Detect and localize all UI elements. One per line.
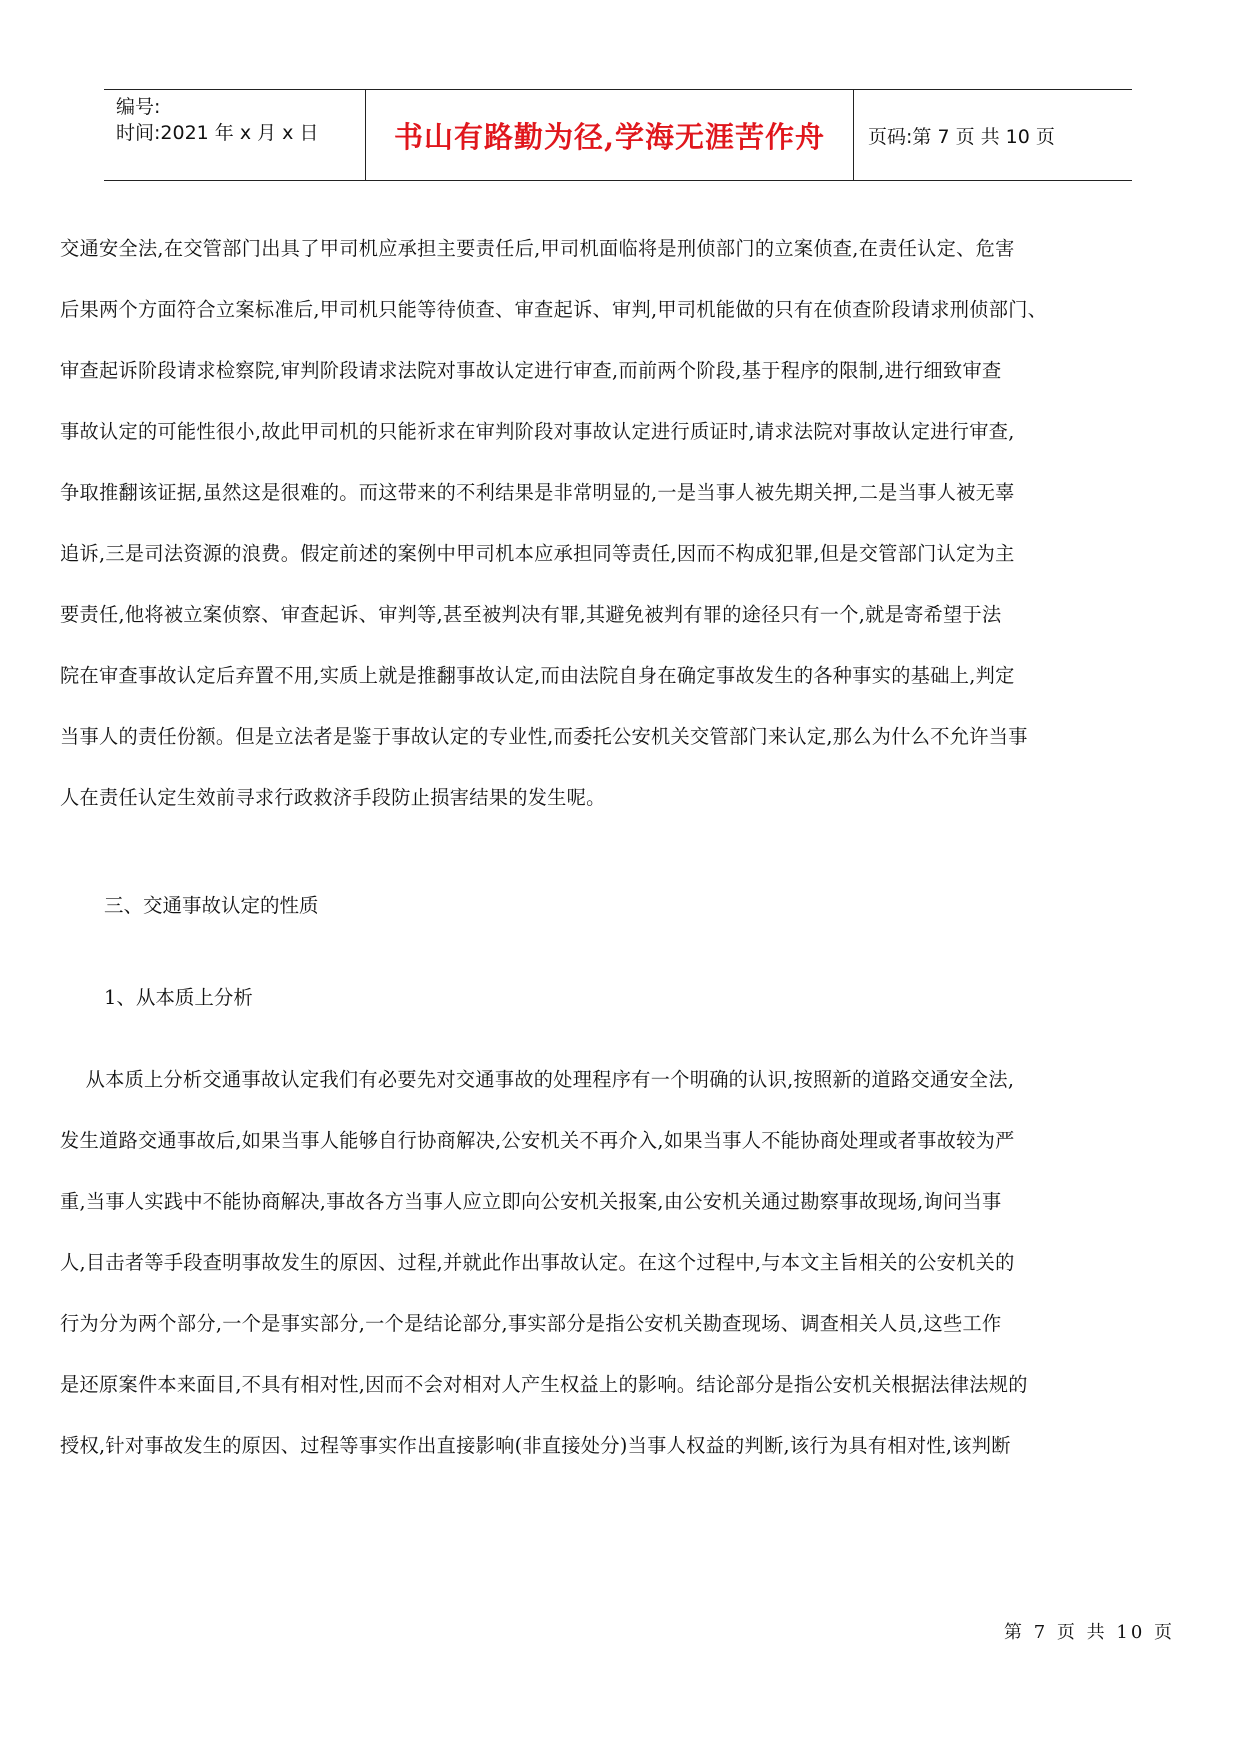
subsection-heading: 1、从本质上分析 — [104, 986, 253, 1009]
paragraph-line: 重,当事人实践中不能协商解决,事故各方当事人应立即向公安机关报案,由公安机关通过勘察事故现场,询问当事 — [60, 1190, 1002, 1213]
paragraph-line: 人,目击者等手段查明事故发生的原因、过程,并就此作出事故认定。在这个过程中,与本文主旨相关的公安机关的 — [60, 1251, 1015, 1274]
paragraph-line: 当事人的责任份额。但是立法者是鉴于事故认定的专业性,而委托公安机关交管部门来认定,那么为什么不允许当事 — [60, 725, 1028, 748]
paragraph-2 — [60, 1049, 1175, 1476]
paragraph-line: 院在审查事故认定后弃置不用,实质上就是推翻事故认定,而由法院自身在确定事故发生的各种事实的基础上,判定 — [60, 664, 1015, 687]
paragraph-line: 后果两个方面符合立案标准后,甲司机只能等待侦查、审查起诉、审判,甲司机能做的只有在侦查阶段请求刑侦部门、 — [60, 298, 1048, 321]
paragraph-line: 审查起诉阶段请求检察院,审判阶段请求法院对事故认定进行审查,而前两个阶段,基于程序的限制,进行细致审查 — [60, 359, 1002, 382]
paragraph-line: 行为分为两个部分,一个是事实部分,一个是结论部分,事实部分是指公安机关勘查现场、调查相关人员,这些工作 — [60, 1312, 1002, 1335]
page-footer: 第 7 页 共 10 页 — [1004, 1622, 1175, 1643]
paragraph-line: 要责任,他将被立案侦察、审查起诉、审判等,甚至被判决有罪,其避免被判有罪的途径只有一个,就是寄希望于法 — [60, 603, 1002, 626]
paragraph-line: 人在责任认定生效前寻求行政救济手段防止损害结果的发生呢。 — [60, 786, 606, 809]
paragraph-line: 交通安全法,在交管部门出具了甲司机应承担主要责任后,甲司机面临将是刑侦部门的立案侦查,在责任认定、危害 — [60, 237, 1015, 260]
header-page-info: 页码:第 7 页 共 10 页 — [868, 125, 1055, 148]
serial-label: 编号: — [116, 96, 161, 118]
paragraph-1 — [60, 218, 1175, 828]
section-heading: 三、交通事故认定的性质 — [104, 894, 319, 917]
header-meta — [104, 90, 366, 180]
paragraph-line: 争取推翻该证据,虽然这是很难的。而这带来的不利结果是非常明显的,一是当事人被先期关押,二是当事人被无辜 — [60, 481, 1015, 504]
time-label: 时间:2021 年 x 月 x 日 — [116, 122, 319, 144]
paragraph-line: 从本质上分析交通事故认定我们有必要先对交通事故的处理程序有一个明确的认识,按照新的道路交通安全法, — [60, 1068, 1015, 1091]
page-header — [104, 89, 1132, 181]
paragraph-line: 授权,针对事故发生的原因、过程等事实作出直接影响(非直接处分)当事人权益的判断,该行为具有相对性,该判断 — [60, 1434, 1011, 1457]
paragraph-line: 发生道路交通事故后,如果当事人能够自行协商解决,公安机关不再介入,如果当事人不能协商处理或者事故较为严 — [60, 1129, 1015, 1152]
paragraph-line: 是还原案件本来面目,不具有相对性,因而不会对相对人产生权益上的影响。结论部分是指公安机关根据法律法规的 — [60, 1373, 1028, 1396]
paragraph-line: 事故认定的可能性很小,故此甲司机的只能祈求在审判阶段对事故认定进行质证时,请求法院对事故认定进行审查, — [60, 420, 1015, 443]
header-motto: 书山有路勤为径,学海无涯苦作舟 — [366, 90, 854, 180]
paragraph-line: 追诉,三是司法资源的浪费。假定前述的案例中甲司机本应承担同等责任,因而不构成犯罪,但是交管部门认定为主 — [60, 542, 1015, 565]
